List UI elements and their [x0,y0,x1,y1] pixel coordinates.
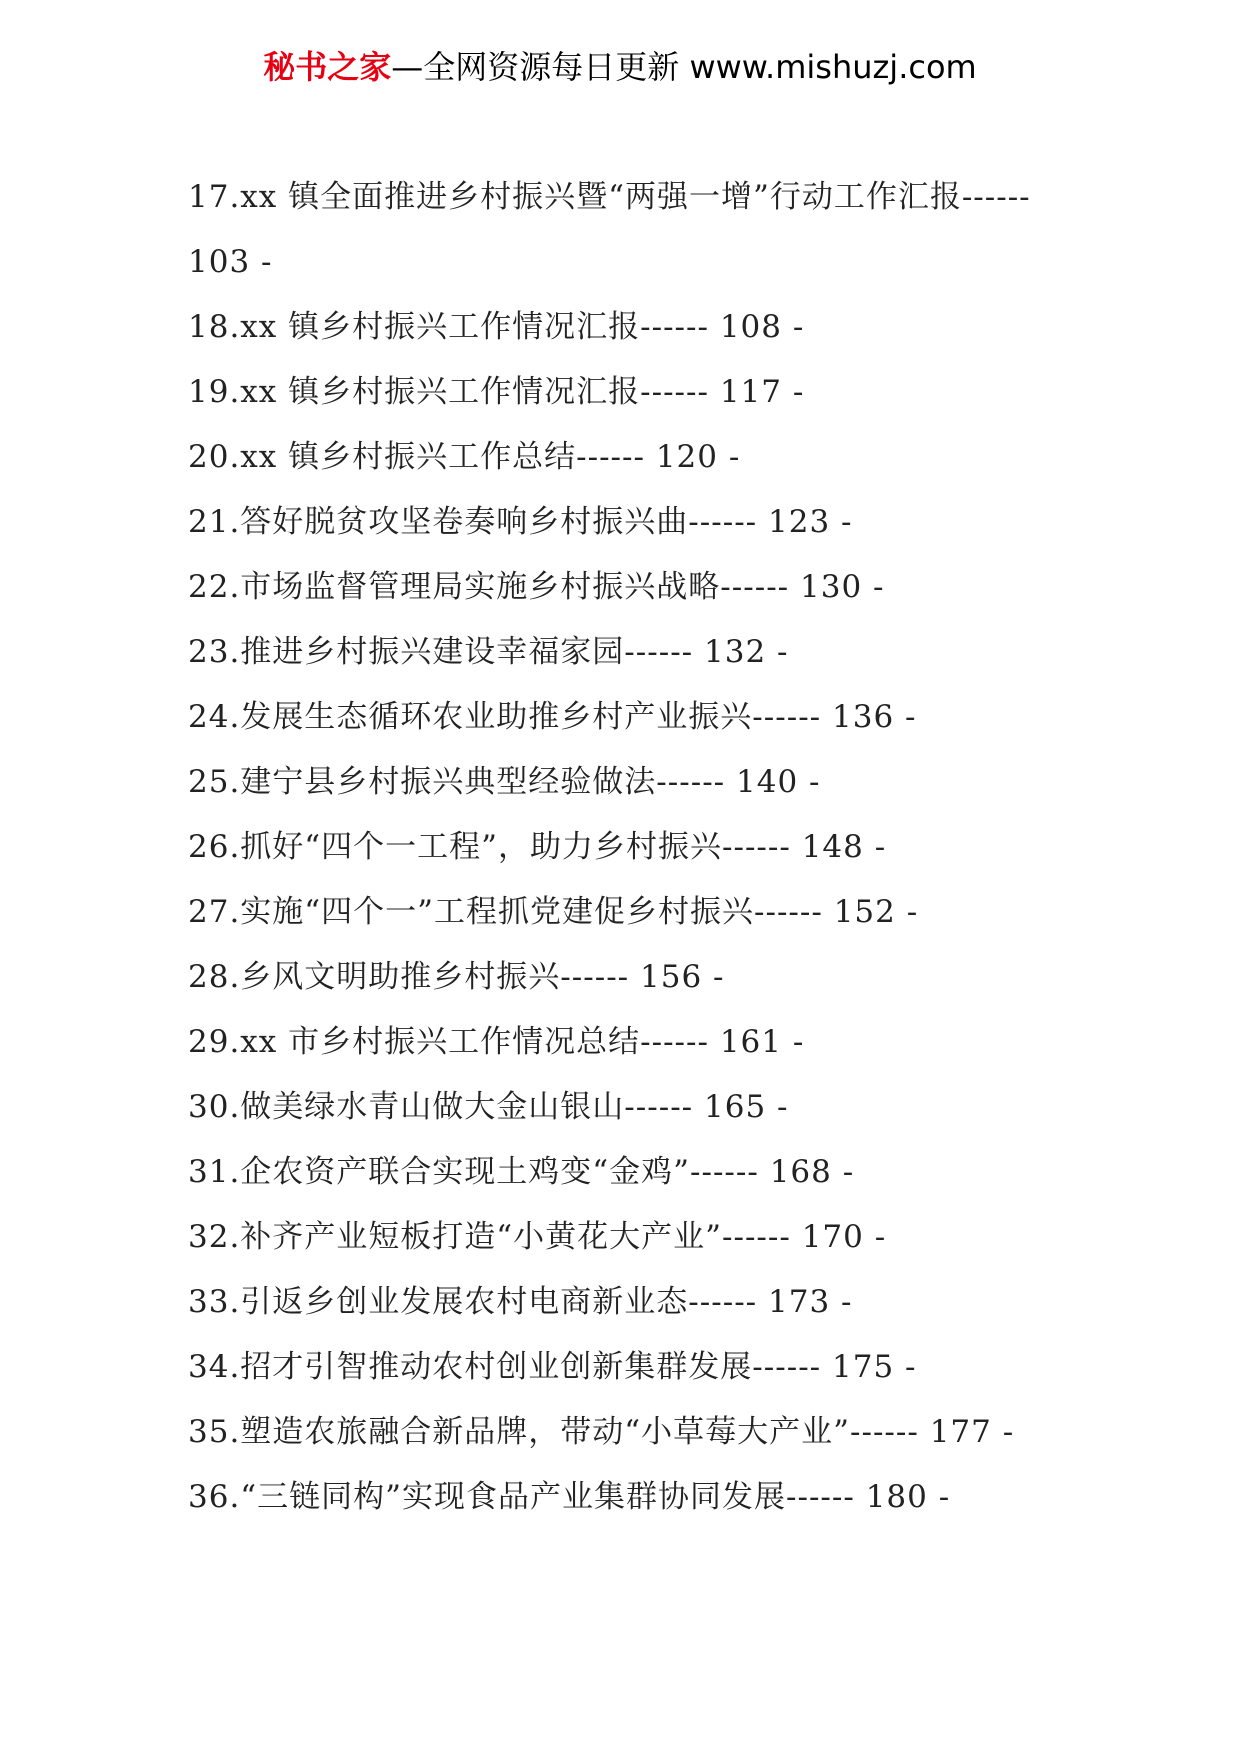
toc-entry[interactable]: 25.建宁县乡村振兴典型经验做法------ 140 - [188,764,821,800]
toc-entry[interactable]: 26.抓好“四个一工程”，助力乡村振兴------ 148 - [188,829,887,865]
table-of-contents [188,165,1060,1530]
toc-entry[interactable]: 21.答好脱贫攻坚卷奏响乡村振兴曲------ 123 - [188,504,853,540]
toc-entry[interactable]: 27.实施“四个一”工程抓党建促乡村振兴------ 152 - [188,894,919,930]
toc-entry[interactable]: 35.塑造农旅融合新品牌，带动“小草莓大产业”------ 177 - [188,1414,1015,1450]
toc-entry[interactable]: 34.招才引智推动农村创业创新集群发展------ 175 - [188,1349,917,1385]
toc-entry[interactable]: 29.xx 市乡村振兴工作情况总结------ 161 - [188,1024,805,1060]
toc-entry[interactable]: 30.做美绿水青山做大金山银山------ 165 - [188,1089,789,1125]
toc-entry[interactable]: 32.补齐产业短板打造“小黄花大产业”------ 170 - [188,1219,887,1255]
toc-entry[interactable]: 18.xx 镇乡村振兴工作情况汇报------ 108 - [188,309,805,345]
toc-entry[interactable]: 20.xx 镇乡村振兴工作总结------ 120 - [188,439,741,475]
toc-entry[interactable]: 33.引返乡创业发展农村电商新业态------ 173 - [188,1284,853,1320]
toc-entry[interactable]: 22.市场监督管理局实施乡村振兴战略------ 130 - [188,569,885,605]
toc-entry[interactable]: 36.“三链同构”实现食品产业集群协同发展------ 180 - [188,1479,951,1515]
toc-entry[interactable]: 31.企农资产联合实现土鸡变“金鸡”------ 168 - [188,1154,855,1190]
page-header [0,42,1240,88]
header-tagline: —全网资源每日更新 www.mishuzj.com [391,48,977,86]
toc-entry[interactable]: 19.xx 镇乡村振兴工作情况汇报------ 117 - [188,374,805,410]
toc-entry[interactable]: 24.发展生态循环农业助推乡村产业振兴------ 136 - [188,699,917,735]
toc-entry[interactable]: 17.xx 镇全面推进乡村振兴暨“两强一增”行动工作汇报------ 103 - [188,179,1031,280]
toc-entry[interactable]: 28.乡风文明助推乡村振兴------ 156 - [188,959,725,995]
brand-name: 秘书之家 [263,48,392,86]
toc-entry[interactable]: 23.推进乡村振兴建设幸福家园------ 132 - [188,634,789,670]
